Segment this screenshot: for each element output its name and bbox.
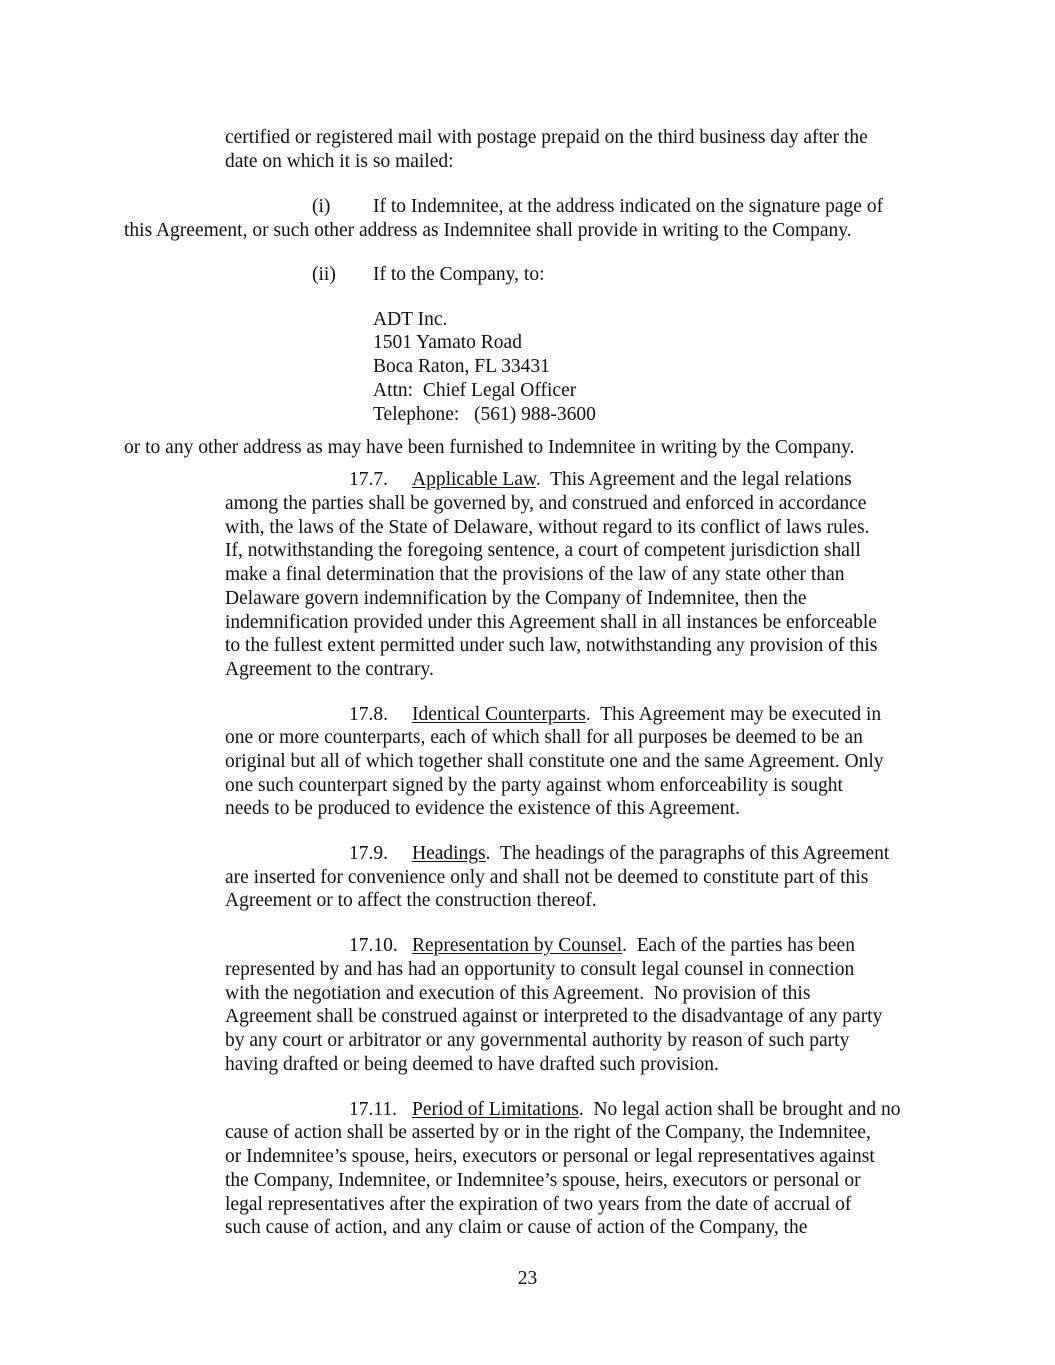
section-number: 17.7. bbox=[349, 469, 388, 490]
section-heading: Period of Limitations bbox=[412, 1099, 579, 1120]
section-line: original but all of which together shall constitute one and the same Agreement. Only bbox=[225, 751, 884, 772]
or-line: or to any other address as may have been furnished to Indemnitee in writing by the Company. bbox=[124, 437, 855, 458]
section-line: Agreement or to affect the construction thereof. bbox=[225, 890, 597, 911]
section-heading: Representation by Counsel bbox=[412, 935, 623, 956]
page-number: 23 bbox=[517, 1268, 538, 1289]
section-line: or Indemnitee’s spouse, heirs, executors or personal or legal representatives against bbox=[225, 1146, 875, 1167]
address-line: ADT Inc. bbox=[373, 309, 448, 330]
section-line: among the parties shall be governed by, and construed and enforced in accordance bbox=[225, 493, 867, 514]
section-number: 17.9. bbox=[349, 843, 388, 864]
section-heading: Applicable Law bbox=[412, 469, 536, 490]
clause-i-text: this Agreement, or such other address as Indemnitee shall provide in writing to the Company. bbox=[124, 220, 852, 241]
section-line: Agreement shall be construed against or interpreted to the disadvantage of any party bbox=[225, 1006, 883, 1027]
section-line: Agreement to the contrary. bbox=[225, 659, 434, 680]
clause-i-text: If to Indemnitee, at the address indicated on the signature page of bbox=[373, 196, 884, 217]
section-line: to the fullest extent permitted under such law, notwithstanding any provision of this bbox=[225, 635, 878, 656]
clause-ii-text: If to the Company, to: bbox=[373, 264, 545, 285]
section-line: make a final determination that the provisions of the law of any state other than bbox=[225, 564, 845, 585]
section-text: . This Agreement and the legal relations bbox=[535, 469, 852, 490]
intro-line: date on which it is so mailed: bbox=[225, 151, 454, 172]
section-number: 17.8. bbox=[349, 704, 388, 725]
section-line: the Company, Indemnitee, or Indemnitee’s spouse, heirs, executors or personal or bbox=[225, 1170, 861, 1191]
address-line: Boca Raton, FL 33431 bbox=[373, 356, 550, 377]
section-line: cause of action shall be asserted by or in the right of the Company, the Indemnitee, bbox=[225, 1122, 871, 1143]
section-first-line bbox=[412, 842, 889, 866]
section-number: 17.11. bbox=[349, 1099, 398, 1120]
section-line: one such counterpart signed by the party against whom enforceability is sought bbox=[225, 775, 843, 796]
section-heading: Identical Counterparts bbox=[412, 704, 586, 725]
section-text: . No legal action shall be brought and no bbox=[578, 1099, 901, 1120]
section-line: Delaware govern indemnification by the Company of Indemnitee, then the bbox=[225, 588, 807, 609]
section-line: needs to be produced to evidence the existence of this Agreement. bbox=[225, 798, 740, 819]
section-line: having drafted or being deemed to have drafted such provision. bbox=[225, 1054, 719, 1075]
section-number: 17.10. bbox=[349, 935, 398, 956]
section-line: indemnification provided under this Agreement shall in all instances be enforceable bbox=[225, 612, 877, 633]
section-text: . The headings of the paragraphs of this Agreement bbox=[485, 843, 890, 864]
section-line: with the negotiation and execution of this Agreement. No provision of this bbox=[225, 983, 811, 1004]
clause-ii-marker: (ii) bbox=[312, 264, 336, 285]
address-line: Attn: Chief Legal Officer bbox=[373, 380, 577, 401]
section-text: . This Agreement may be executed in bbox=[585, 704, 882, 725]
section-first-line bbox=[412, 934, 855, 958]
section-first-line bbox=[412, 703, 881, 727]
section-heading: Headings bbox=[412, 843, 486, 864]
section-line: are inserted for convenience only and shall not be deemed to constitute part of this bbox=[225, 867, 869, 888]
section-line: with, the laws of the State of Delaware, without regard to its conflict of laws rules. bbox=[225, 517, 870, 538]
section-first-line bbox=[412, 1098, 901, 1122]
intro-line: certified or registered mail with postage prepaid on the third business day after the bbox=[225, 127, 868, 148]
section-text: . Each of the parties has been bbox=[622, 935, 855, 956]
section-line: by any court or arbitrator or any governmental authority by reason of such party bbox=[225, 1030, 850, 1051]
clause-i-marker: (i) bbox=[312, 196, 331, 217]
section-first-line bbox=[412, 468, 852, 492]
address-line: Telephone: (561) 988-3600 bbox=[373, 404, 596, 425]
section-line: If, notwithstanding the foregoing sentence, a court of competent jurisdiction shall bbox=[225, 540, 861, 561]
section-line: such cause of action, and any claim or cause of action of the Company, the bbox=[225, 1217, 808, 1238]
address-line: 1501 Yamato Road bbox=[373, 332, 522, 353]
section-line: one or more counterparts, each of which shall for all purposes be deemed to be an bbox=[225, 727, 863, 748]
section-line: legal representatives after the expiration of two years from the date of accrual of bbox=[225, 1194, 852, 1215]
section-line: represented by and has had an opportunity to consult legal counsel in connection bbox=[225, 959, 855, 980]
